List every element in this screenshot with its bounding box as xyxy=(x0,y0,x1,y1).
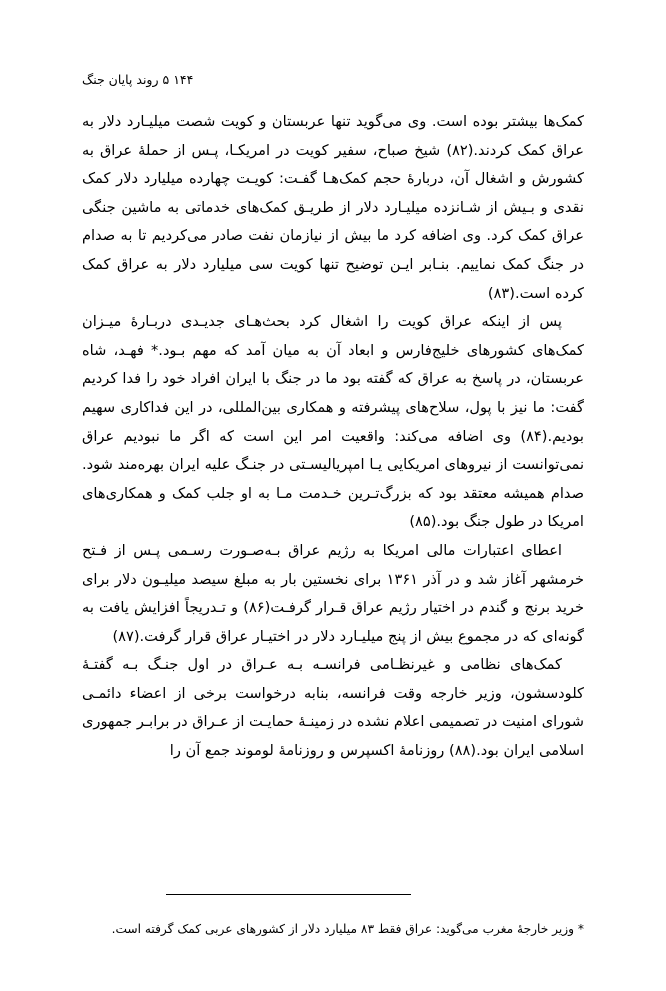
footnote-divider xyxy=(166,894,411,895)
running-header-text: ۱۴۴ ۵ روند پایان جنگ xyxy=(82,72,194,87)
page-body xyxy=(82,108,584,766)
paragraph-4: کمک‌های نظامی و غیرنظـامی فرانسـه بـه عـراق در اول جنـگ بـه گفتـهٔ کلودسشون، وزیر خارجه وقت فرانسه، بنابه درخواست برخی از اعضاء دائمـی شورای امنیت در تصمیمی اعلام نشده در زمینـهٔ حمایـت از عـراق در برابـر جمهوری اسلامی ایران بود.(۸۸) روزنامهٔ اکسپرس و روزنامهٔ لوموند جمع آن را xyxy=(82,656,584,760)
running-header xyxy=(82,72,584,87)
paragraph-3: اعطای اعتبارات مالی امریکا به رژیم عراق بـه‌صـورت رسـمی پـس از فـتح خرمشهر آغاز شد و در آذر ۱۳۶۱ برای نخستین بار به مبلغ سیصد میلیـون دلار برای خرید برنج و گندم در اختیار رژیم عراق قـرار گرفـت(۸۶) و تـدریجاً افزایش یافت به گونه‌ای که در مجموع بیش از پنج میلیـارد دلار در اختیـار عراق قرار گرفت.(۸۷) xyxy=(82,541,584,645)
paragraph-2: پس از اینکه عراق کویت را اشغال کرد بحث‌هـای جدیـدی دربـارهٔ میـزان کمک‌های کشورهای خلیج‌فارس و ابعاد آن به میان آمد که مهم بـود.* فهـد، شاه عربستان، در پاسخ به عراق که گفته بود ما در جنگ با ایران افراد خود را فدا کردیم گفت: ما نیز با پول، سلاح‌های پیشرفته و همکاری بین‌المللی، در این فداکاری سهیم بودیم.(۸۴) وی اضافه می‌کند: واقعیت امر این است که اگر ما نبودیم عراق نمی‌توانست از نیروهای امریکایی یـا امپریالیسـتی در جنـگ علیه ایران بهره‌مند شود. صدام همیشه معتقد بود که بزرگ‌تـرین خـدمت مـا به او جلب کمک و همکاری‌های امریکا در طول جنگ بود.(۸۵) xyxy=(82,313,584,531)
paragraph-1: کمک‌ها بیشتر بوده است. وی می‌گوید تنها عربستان و کویت شصت میلیـارد دلار به عراق کمک کردند.(۸۲) شیخ صباح، سفیر کویت در امریکـا، پـس از حملهٔ عراق به کشورش و اشغال آن، دربارهٔ حجم کمک‌هـا گفـت: کویـت چهارده میلیارد دلار کمک نقدی و بـیش از شـانزده میلیـارد دلار از طریـق کمک‌های خدماتی به ماشین جنگی عراق کمک کرد. وی اضافه کرد ما بیش از نیازمان نفت صادر می‌کردیم تا به صدام در جنگ کمک نماییم. بنـابر ایـن توضیح تنها کویت سی میلیارد دلار به عراق کمک کرده است.(۸۳) xyxy=(82,113,584,302)
footnote-text: * وزیر خارجهٔ مغرب می‌گوید: عراق فقط ۸۳ میلیارد دلار از کشورهای عربی کمک گرفته است. xyxy=(111,922,584,936)
